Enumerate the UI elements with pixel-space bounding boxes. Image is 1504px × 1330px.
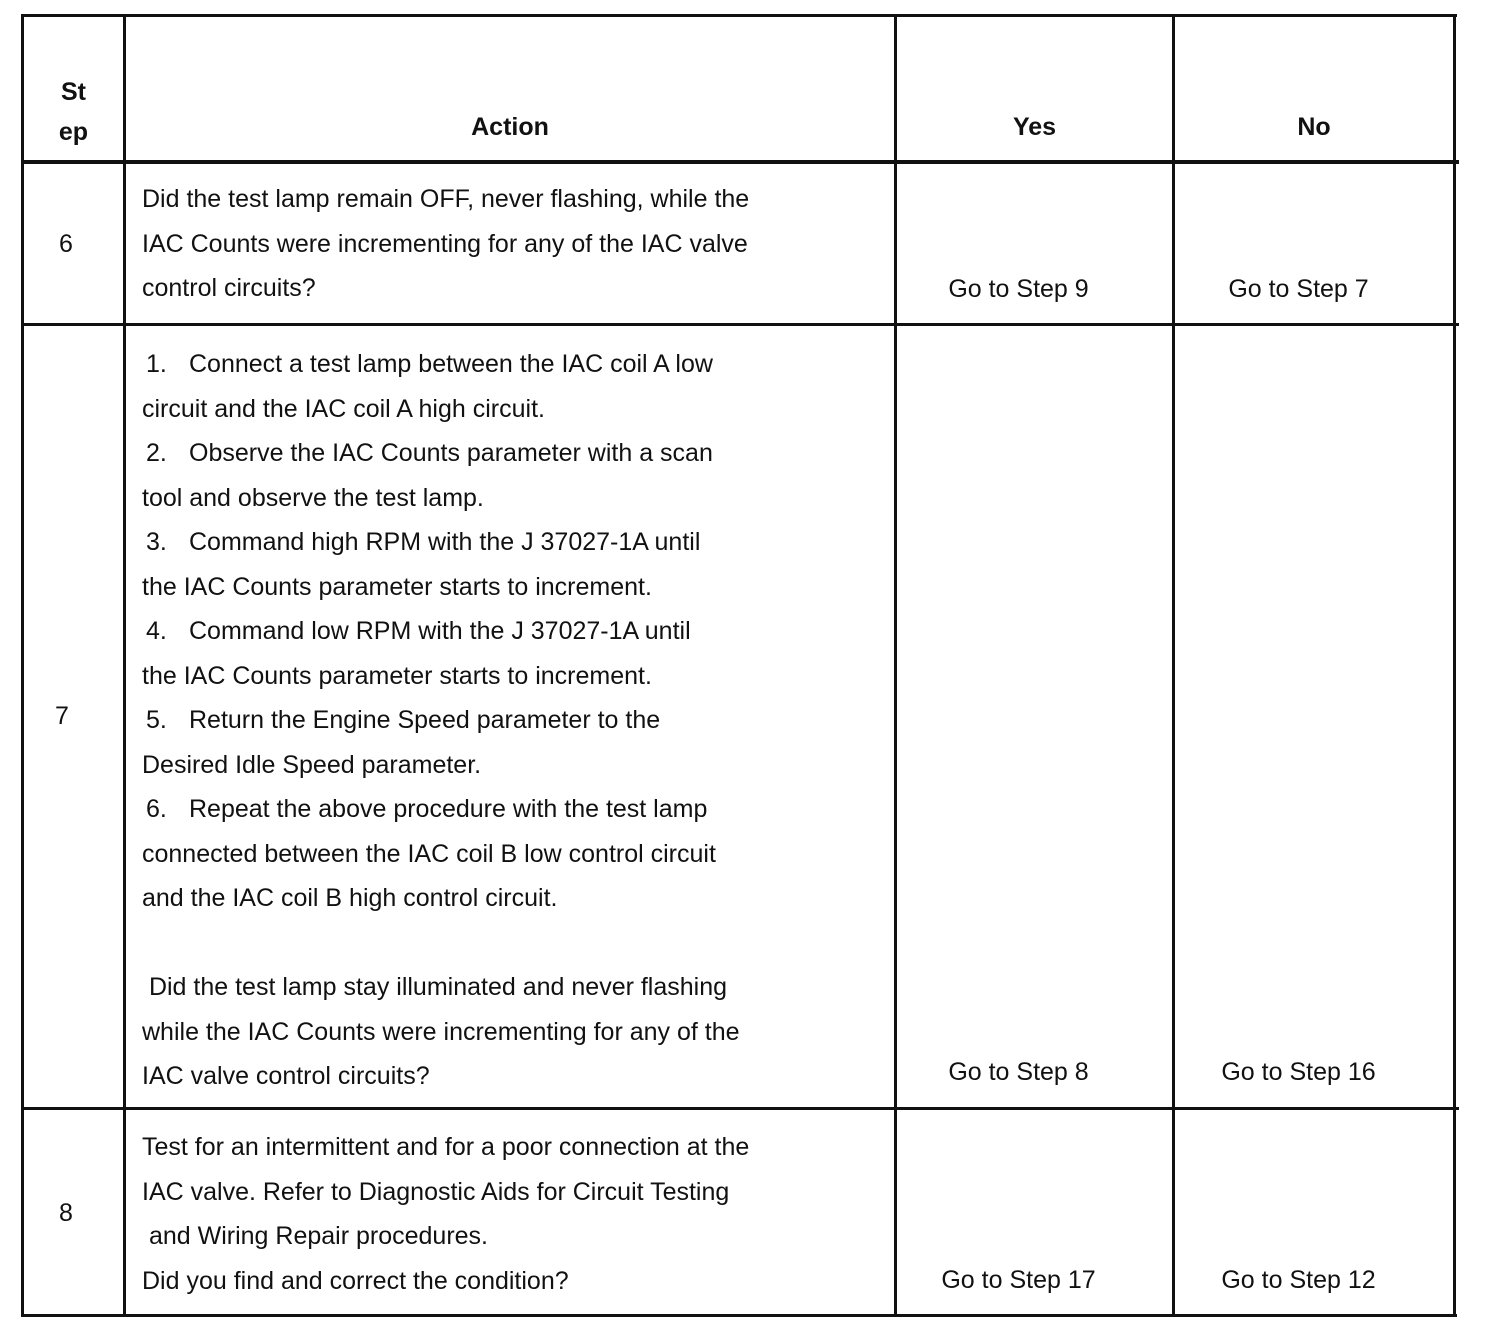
- header-step-line2: ep: [58, 118, 89, 146]
- row-divider: [21, 1107, 1459, 1110]
- step-item-number: 4.: [146, 617, 167, 645]
- header-step-line1: St: [61, 78, 86, 106]
- step-item-number: 3.: [146, 528, 167, 556]
- action-text: [142, 177, 749, 311]
- action-line: tool and observe the test lamp.: [142, 483, 484, 512]
- action-item-text: Command low RPM with the J 37027-1A until: [189, 617, 691, 645]
- action-item-text: Connect a test lamp between the IAC coil A low: [189, 350, 713, 378]
- no-result: Go to Step 16: [1221, 1058, 1376, 1086]
- yes-result: Go to Step 17: [941, 1266, 1096, 1294]
- action-line: Did the test lamp remain OFF, never flashing, while the: [142, 185, 750, 213]
- no-result: Go to Step 12: [1221, 1266, 1376, 1294]
- action-line: IAC valve. Refer to Diagnostic Aids for Circuit Testing: [142, 1177, 730, 1206]
- action-item-text: Command high RPM with the J 37027-1A until: [189, 528, 701, 556]
- question-line: while the IAC Counts were incrementing for any of the: [142, 1017, 740, 1046]
- row-divider: [21, 323, 1459, 326]
- action-line: [142, 609, 740, 654]
- action-line: [142, 698, 740, 743]
- action-line: [142, 342, 740, 387]
- header-no: No: [1297, 113, 1331, 141]
- action-line: and the IAC coil B high control circuit.: [142, 884, 558, 912]
- yes-result: Go to Step 9: [948, 275, 1089, 303]
- column-divider: [1172, 14, 1175, 1317]
- action-line: Did you find and correct the condition?: [142, 1266, 569, 1295]
- action-line: the IAC Counts parameter starts to increment.: [142, 661, 652, 690]
- action-line: Test for an intermittent and for a poor connection at the: [142, 1133, 750, 1161]
- action-line: IAC Counts were incrementing for any of the IAC valve: [142, 229, 748, 258]
- action-line: [142, 431, 740, 476]
- step-number: 8: [59, 1199, 73, 1227]
- table-border-right: [1453, 14, 1456, 1317]
- action-line: [142, 520, 740, 565]
- column-divider: [894, 14, 897, 1317]
- action-text: [142, 1125, 749, 1303]
- blank-line: [142, 921, 740, 966]
- table-border-bottom: [21, 1314, 1457, 1317]
- no-result: Go to Step 7: [1228, 275, 1369, 303]
- action-item-text: Repeat the above procedure with the test lamp: [189, 795, 708, 823]
- table-border-left: [21, 14, 24, 1317]
- action-line: Desired Idle Speed parameter.: [142, 750, 482, 779]
- action-item-text: Observe the IAC Counts parameter with a scan: [189, 439, 713, 467]
- action-text: [142, 342, 740, 1099]
- action-item-text: Return the Engine Speed parameter to the: [189, 706, 661, 734]
- step-number: 7: [55, 702, 69, 730]
- question-line: Did the test lamp stay illuminated and never flashing: [142, 973, 728, 1001]
- step-item-number: 2.: [146, 439, 167, 467]
- action-line: and Wiring Repair procedures.: [142, 1222, 488, 1250]
- yes-result: Go to Step 8: [948, 1058, 1089, 1086]
- action-line: connected between the IAC coil B low control circuit: [142, 839, 716, 868]
- action-line: the IAC Counts parameter starts to increment.: [142, 572, 652, 601]
- header-divider: [21, 160, 1459, 164]
- action-line: [142, 787, 740, 832]
- step-number: 6: [59, 230, 73, 258]
- question-line: IAC valve control circuits?: [142, 1062, 430, 1090]
- step-item-number: 1.: [146, 350, 167, 378]
- column-divider: [123, 14, 126, 1317]
- header-yes: Yes: [1012, 113, 1057, 141]
- action-line: control circuits?: [142, 274, 316, 302]
- header-step: [24, 72, 123, 152]
- header-action: Action: [471, 113, 549, 141]
- step-item-number: 5.: [146, 706, 167, 734]
- action-line: circuit and the IAC coil A high circuit.: [142, 394, 545, 423]
- table-border-top: [21, 14, 1457, 17]
- step-item-number: 6.: [146, 795, 167, 823]
